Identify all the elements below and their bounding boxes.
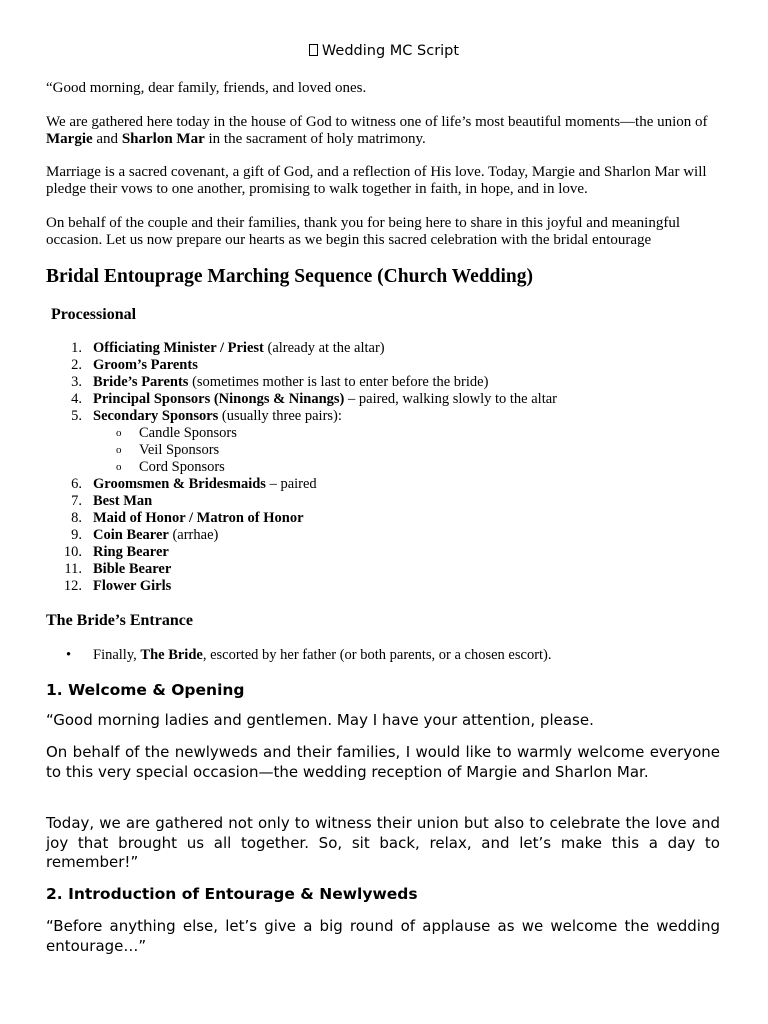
section-1-paragraph-2: On behalf of the newlyweds and their families, I would like to warmly welcome everyone to this very special occasion—the wedding reception of Margie and Sharlon Mar.	[46, 743, 720, 781]
intro-paragraph-2	[46, 114, 726, 148]
bride-entrance-heading: The Bride’s Entrance	[46, 612, 193, 629]
list-item: 3. Bride’s Parents (sometimes mother is last to enter before the bride)	[71, 374, 489, 390]
bullet-icon: •	[66, 647, 72, 663]
processional-list	[46, 340, 726, 595]
section-2-paragraph-1: “Before anything else, let’s give a big round of applause as we welcome the wedding entourage…”	[46, 917, 720, 955]
section-1-heading: 1. Welcome & Opening	[46, 681, 245, 699]
document-title-text: Wedding MC Script	[321, 43, 460, 59]
intro-text: We are gathered here today in the house of God to witness one of life’s most beautiful moments—the union of	[46, 114, 708, 130]
bride-label: The Bride	[140, 647, 203, 663]
sub-list-item: o Veil Sponsors	[116, 442, 220, 458]
list-item: 4. Principal Sponsors (Ninongs & Ninangs) – paired, walking slowly to the altar	[71, 391, 558, 407]
intro-paragraph-4: On behalf of the couple and their families, thank you for being here to share in this joyful and meaningful occasion. Let us now prepare our hearts as we begin this sacred celebration with the bridal entourage	[46, 215, 680, 248]
sub-list-item: o Cord Sponsors	[116, 459, 225, 475]
document-title	[0, 43, 768, 59]
sequence-heading: Bridal Entouprage Marching Sequence (Church Wedding)	[46, 266, 534, 287]
list-item: 12. Flower Girls	[63, 578, 172, 594]
section-1-paragraph-3: Today, we are gathered not only to witness their union but also to celebrate the love and joy that brought us all together. So, sit back, relax, and let’s make this a day to remember!”	[46, 814, 720, 871]
section-2-heading: 2. Introduction of Entourage & Newlyweds	[46, 885, 418, 903]
processional-heading: Processional	[51, 306, 137, 323]
list-item: 10. Ring Bearer	[63, 544, 169, 560]
intro-paragraph-3: Marriage is a sacred covenant, a gift of God, and a reflection of His love. Today, Margie and Sharlon Mar will pledge their vows to one another, promising to walk together in faith, in hope, and in love.	[46, 164, 707, 197]
sub-bullet-icon: o	[116, 461, 122, 473]
list-item: 5. Secondary Sponsors (usually three pairs):	[71, 408, 342, 424]
sub-bullet-icon: o	[116, 444, 122, 456]
intro-text: and	[92, 131, 122, 147]
list-item: 6. Groomsmen & Bridesmaids – paired	[71, 476, 317, 492]
list-item: 9. Coin Bearer (arrhae)	[71, 527, 219, 543]
sub-list-item: o Candle Sponsors	[116, 425, 237, 441]
list-item: 2. Groom’s Parents	[71, 357, 198, 373]
list-item: 1. Officiating Minister / Priest (already at the altar)	[71, 340, 385, 356]
intro-text: in the sacrament of holy matrimony.	[204, 131, 426, 147]
bride-name: Margie	[46, 131, 93, 147]
document-page: Wedding MC Script “Good morning, dear family, friends, and loved ones. We are gathered here today in the house of God to witness one of life’s most beautiful moments—the union of Margie and Sharlon Mar in the sacrament of holy matrimony. Marriage is a sacred covenant, a gift of God, and a reflection of His love. Today, Margie and Sharlon Mar will pledge their vows to one another, promising to walk together in faith, in hope, and in love. On behalf of the couple and their families, thank you for being here to share in this joyful and meaningful occasion. Let us now prepare our hearts as we begin this sacred celebration with the bridal entourage Bridal Entouprage Marching Sequence (Church Wedding) Processional 1. Officiating Minister / Priest (already at the altar) 2. Groom’s Parents 3. Bride’s Parents (sometimes mother is last to enter before the bride) 4. Principal Sponsors (Ninongs & Ninangs) – paired, walking slowly to the altar 5. Secondary Sponsors (usually three pairs): o Candle Sponsors o Veil Sponsors o Cord Sponsors 6. Groomsmen & Bridesmaids – paired 7. Best Man 8. Maid of Honor / Matron of Honor 9. Coin Bearer (arrhae) 10. Ring Bearer 11. Bible Bearer 12. Flower Girls The Bride’s Entrance • Finally, The Bride, escorted by her father (or both parents, or a chosen escort). 1. Welcome & Opening “Good morning ladies and gentlemen. May I have your attention, please. On behalf of the newlyweds and their families, I would like to warmly welcome everyone to this very special occasion—the wedding reception of Margie and Sharlon Mar. Today, we are gathered not only to witness their union but also to celebrate the love and joy that brought us all together. So, sit back, relax, and let’s make this a day to remember!” 2. Introduction of Entourage & Newlyweds “Before anything else, let’s give a big round of applause as we welcome the wedding entourage…”	[0, 0, 768, 1024]
intro-paragraph-1: “Good morning, dear family, friends, and loved ones.	[46, 80, 367, 96]
list-item: 11. Bible Bearer	[64, 561, 172, 577]
list-item: 7. Best Man	[71, 493, 153, 509]
missing-glyph-icon	[309, 44, 318, 56]
sub-bullet-icon: o	[116, 427, 122, 439]
groom-name: Sharlon Mar	[121, 131, 205, 147]
list-item: 8. Maid of Honor / Matron of Honor	[71, 510, 304, 526]
section-1-paragraph-1: “Good morning ladies and gentlemen. May I have your attention, please.	[46, 711, 594, 729]
